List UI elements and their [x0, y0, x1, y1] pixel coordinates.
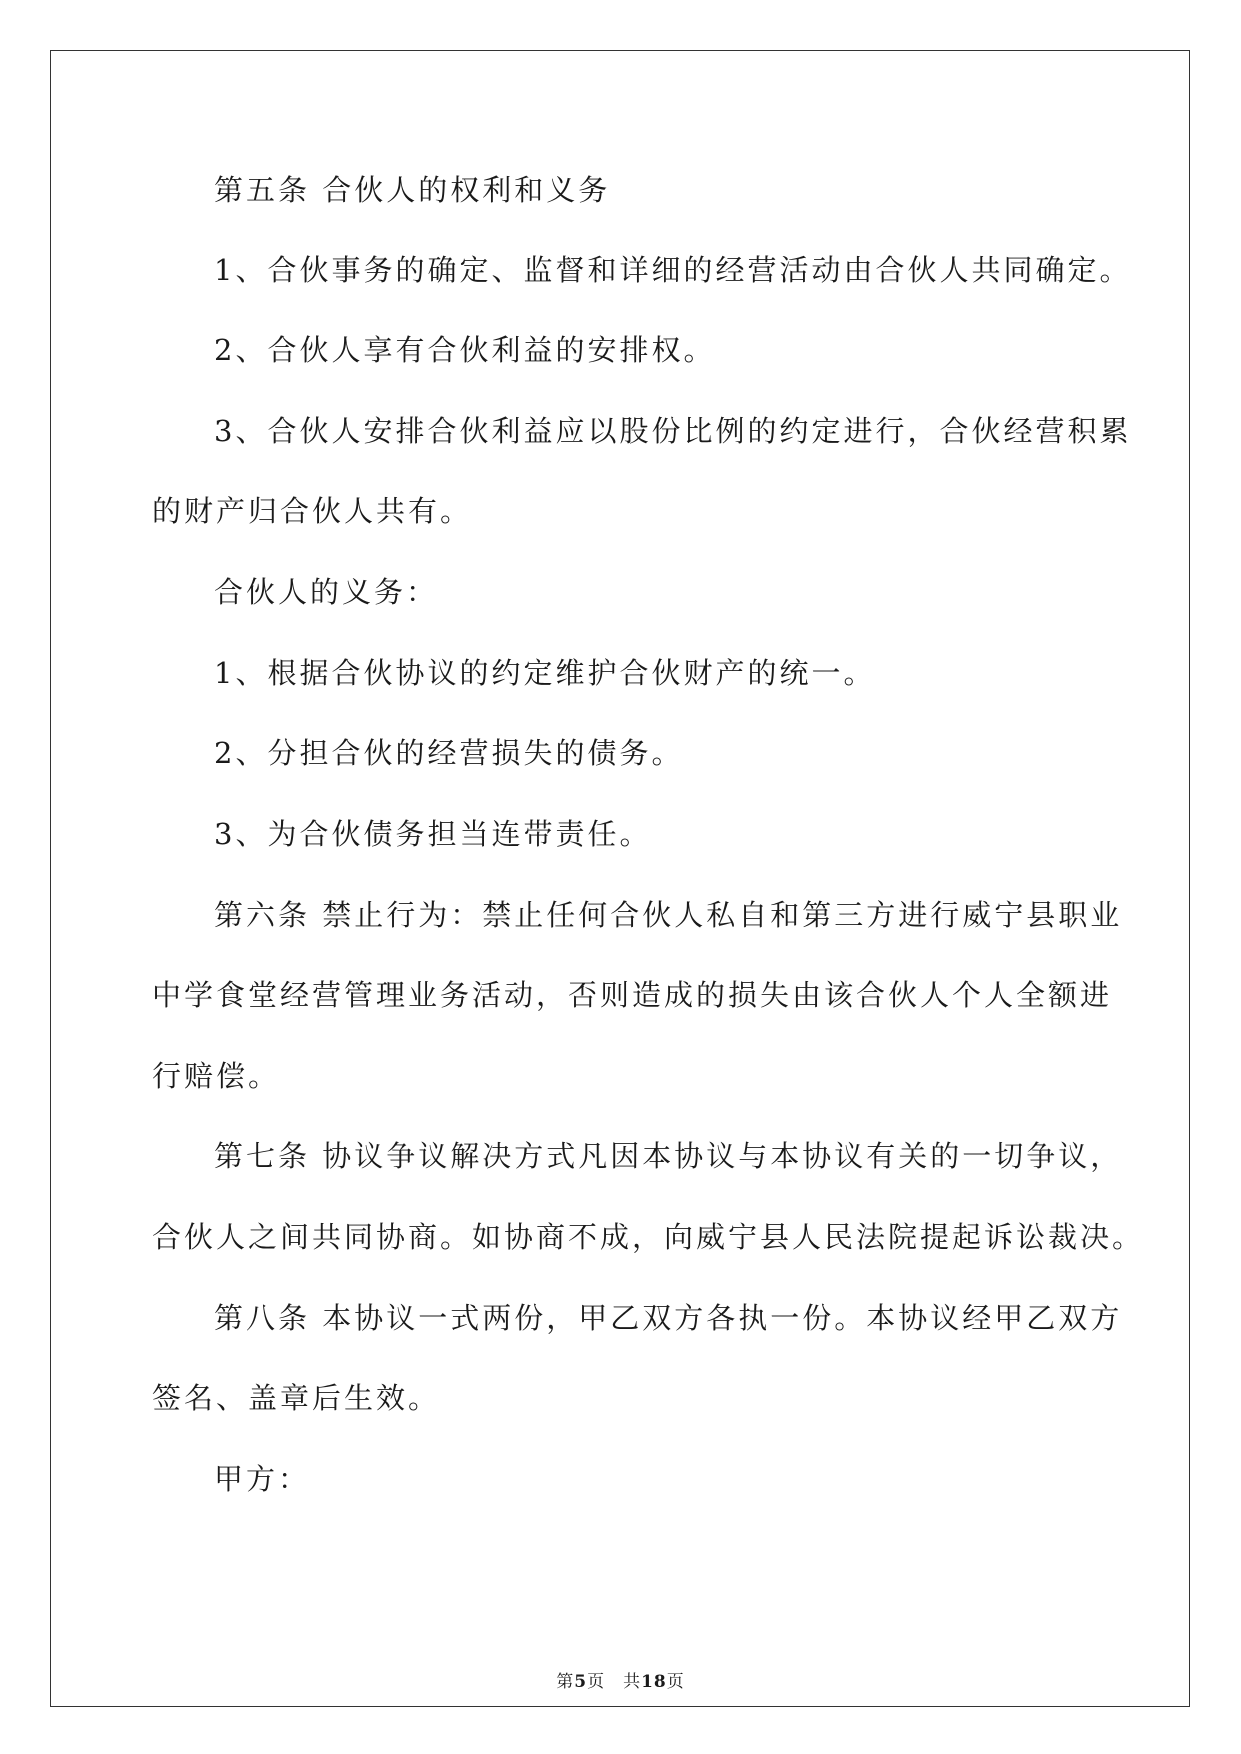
article-7-line: 第七条 协议争议解决方式凡因本协议与本协议有关的一切争议， [214, 1139, 1123, 1173]
footer-total-pages: 18 [641, 1672, 667, 1692]
obligations-heading: 合伙人的义务： [214, 575, 439, 609]
paragraph-line: 的财产归合伙人共有。 [152, 494, 473, 528]
footer-page-suffix: 页 [587, 1672, 606, 1692]
article-5-heading: 第五条 合伙人的权利和义务 [214, 173, 611, 207]
paragraph-line: 合伙人之间共同协商。如协商不成，向威宁县人民法院提起诉讼裁决。 [152, 1220, 1145, 1254]
paragraph-line: 3、合伙人安排合伙利益应以股份比例的约定进行，合伙经营积累 [214, 414, 1132, 448]
paragraph-line: 2、合伙人享有合伙利益的安排权。 [214, 333, 716, 367]
party-a-label: 甲方： [214, 1462, 311, 1496]
footer-total-prefix: 共 [623, 1672, 642, 1692]
page-footer [0, 1667, 1241, 1692]
paragraph-line: 1、根据合伙协议的约定维护合伙财产的统一。 [214, 656, 876, 690]
paragraph-line: 签名、盖章后生效。 [152, 1381, 441, 1415]
footer-page-prefix: 第 [556, 1672, 575, 1692]
article-8-line: 第八条 本协议一式两份，甲乙双方各执一份。本协议经甲乙双方 [214, 1301, 1123, 1335]
paragraph-line: 1、合伙事务的确定、监督和详细的经营活动由合伙人共同确定。 [214, 253, 1132, 287]
paragraph-line: 行赔偿。 [152, 1059, 281, 1093]
paragraph-line: 2、分担合伙的经营损失的债务。 [214, 736, 684, 770]
paragraph-line: 中学食堂经营管理业务活动，否则造成的损失由该合伙人个人全额进 [152, 978, 1113, 1012]
paragraph-line: 3、为合伙债务担当连带责任。 [214, 817, 652, 851]
footer-total-suffix: 页 [666, 1672, 685, 1692]
footer-page-number: 5 [574, 1672, 588, 1692]
article-6-line: 第六条 禁止行为：禁止任何合伙人私自和第三方进行威宁县职业 [214, 898, 1123, 932]
